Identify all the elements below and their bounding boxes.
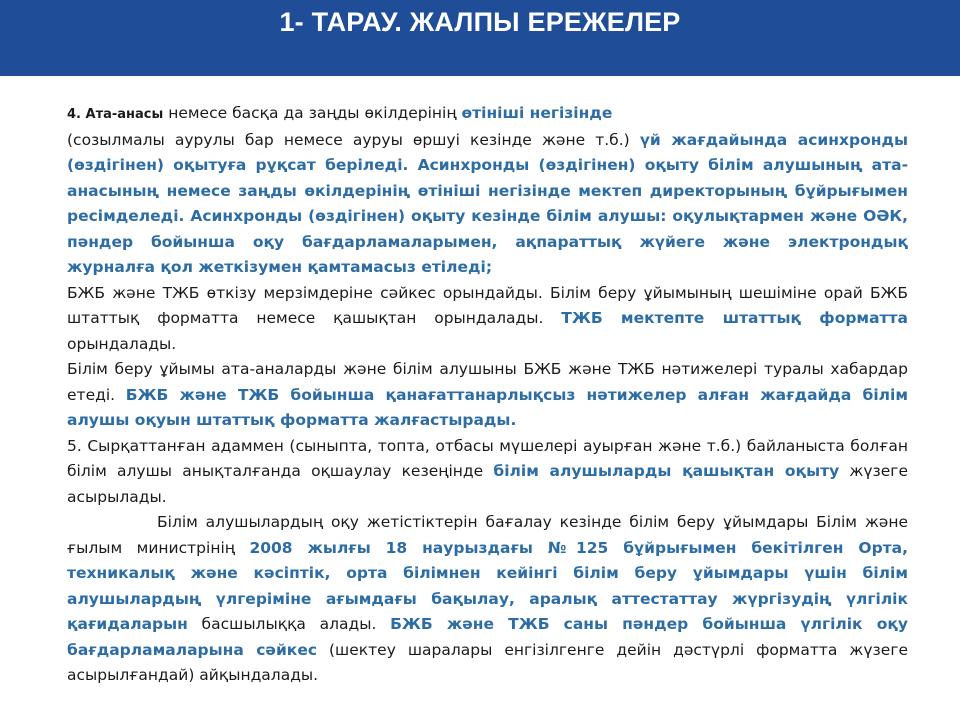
text: 5. Сырқаттанған адаммен (сыныпта, топта, отбасы мүшелері ауырған және т.б.) байланыста болған білім алушы анықталғанда оқшаулау кезеңінде [67, 436, 908, 480]
text: (шектеу шаралары енгізілгенге дейін дәстүрлі форматта жүзеге асырылғандай) айқындалады. [67, 640, 908, 684]
text: (созылмалы аурулы бар немесе ауруы өршуі кезінде және т.б.) [67, 130, 640, 149]
text: орындалады. [67, 334, 177, 353]
text: Білім алушылардың оқу жетістіктерін бағалау кезінде білім беру ұйымдары Білім және ғылым министрінің [67, 513, 908, 557]
page-title: 1- ТАРАУ. ЖАЛПЫ ЕРЕЖЕЛЕР [279, 7, 681, 37]
text: басшылыққа алады. [187, 615, 391, 633]
text: Білім беру ұйымы ата-аналарды және білім алушыны БЖБ және ТЖБ нәтижелері туралы хабардар етеді. [67, 360, 908, 404]
paragraph-5 [67, 434, 908, 511]
highlight-text: БЖБ және ТЖБ бойынша қанағаттанарлықсыз нәтижелер алған жағдайда білім алушы оқуын штаттық форматта жалғастырады. [67, 385, 909, 429]
highlight-text: білім алушыларды қашықтан оқыту [493, 462, 840, 480]
text: немесе басқа да заңды өкілдерінің [163, 104, 462, 122]
item-number: 4. Ата-анасы [67, 107, 164, 122]
highlight-text: 2008 жылғы 18 наурыздағы №125 бұйрығымен бекітілген Орта, техникалық және кәсіптік, орта білімнен кейінгі білім беру ұйымдары үшін білім алушылардың үлгеріміне ағымдағы бақылау, аралық аттестаттау жүргізудің үлгілік қағидаларын [67, 538, 908, 633]
highlight-text: үй жағдайында асинхронды (өздігінен) оқытуға рұқсат беріледі. Асинхронды (өздігінен) оқыту білім алушының ата-анасының немесе заңды өкілдерінің өтініші негізінде мектеп директорының бұйрығымен ресімделеді. Асинхронды (өздігінен) оқыту кезінде білім алушы: оқулықтармен және ОӘК, пәндер бойынша оқу бағдарламаларымен, ақпараттық жүйеге және электрондық журналға қол жеткізумен қамтамасыз етіледі; [67, 130, 908, 276]
highlight-text: өтініші негізінде [461, 104, 613, 122]
paragraph-notify [67, 357, 908, 434]
paragraph-4 [67, 101, 908, 281]
text: жүзеге асырылады. [67, 462, 908, 506]
paragraph-assessment [67, 510, 908, 689]
text: БЖБ және ТЖБ өткізу мерзімдеріне сәйкес орындайды. Білім беру ұйымының шешіміне орай БЖБ штаттық форматта немесе қашықтан орындалады. [67, 283, 908, 327]
document-body [67, 101, 908, 689]
highlight-text: ТЖБ мектепте штаттық форматта [561, 309, 908, 327]
paragraph-bjb-tjb [67, 281, 908, 358]
header-bar [0, 0, 960, 76]
highlight-text: БЖБ және ТЖБ саны пәндер бойынша үлгілік оқу бағдарламаларына сәйкес [67, 615, 908, 659]
